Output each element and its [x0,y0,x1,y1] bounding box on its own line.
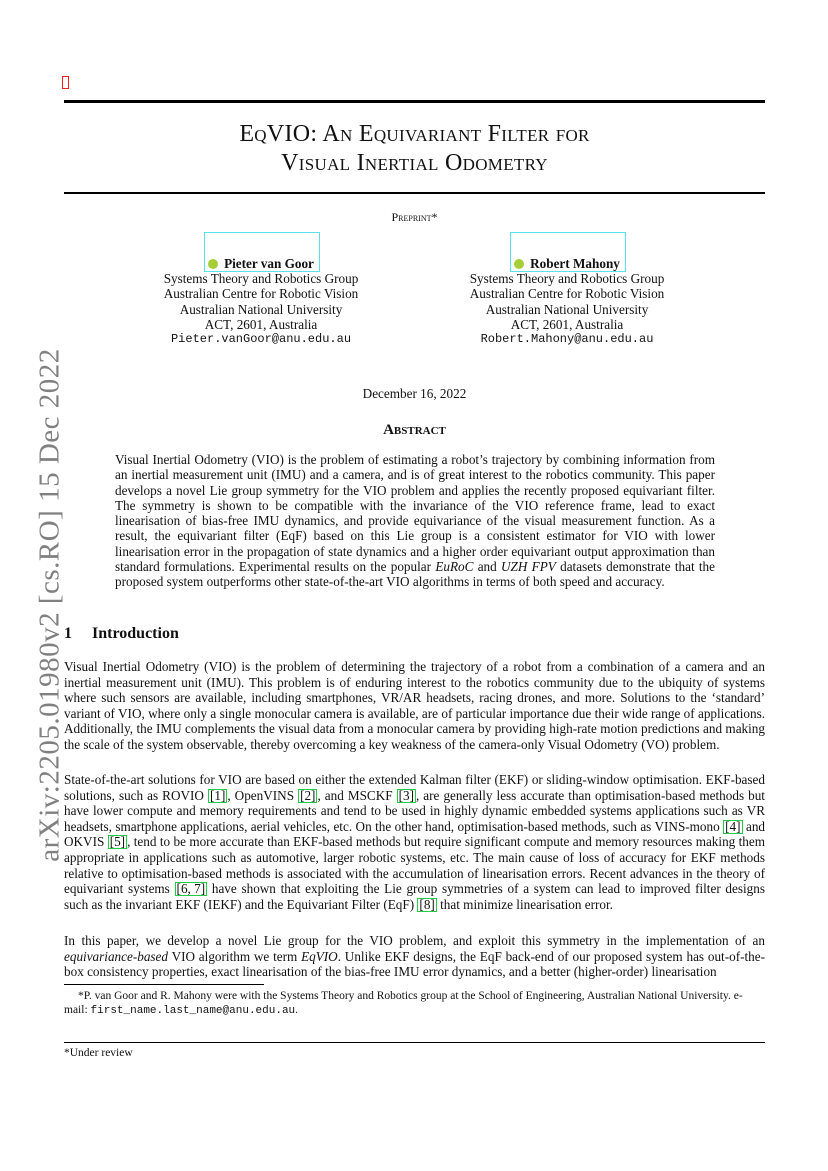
section-title: Introduction [92,625,179,642]
author-affiliation: Australian National University [485,301,649,317]
footnote-text: *P. van Goor and R. Mahony were with the Systems Theory and Robotics group at the School of Engineering, Australian National University. e-mail: [64,990,743,1016]
citation-link[interactable]: [1] [209,787,226,803]
abstract-dataset: EuRoC [435,559,474,575]
author-email[interactable]: Robert.Mahony@anu.edu.au [480,332,654,347]
title-bottom-rule [64,192,765,194]
author-name[interactable]: Robert Mahony [530,256,620,271]
abstract-text: Visual Inertial Odometry (VIO) is the problem of estimating a robot’s trajectory by combining information from an inertial measurement unit (IMU) and a camera, and is of great interest to the robotics community. This paper develops a novel Lie group symmetry for the VIO problem and applies the recently proposed equivariant filter. The symmetry is shown to be compatible with the invariance of the VIO reference frame, lead to exact linearisation of bias-free IMU dynamics, and provide equivariance of the visual measurement function. As a result, the equivariant filter (EqF) based on this Lie group is a consistent estimator for VIO with lower linearisation error in the propagation of state dynamics and a higher order equivariant output approximation than standard formulations. Experimental results on the popular [115,452,715,575]
para-text: , tend to be more accurate than EKF-based methods but require significant compute and memory resources making them appropriate in applications such as automotive, larger robotic systems, etc. The main cause of loss of accuracy for EKF methods relative to optimisation-based methods is associated with the accumulation of linearisation errors. Recent advances in the theory of equivariant systems [64,834,766,897]
author-affiliation: Systems Theory and Robotics Group [469,271,665,287]
author-link-box[interactable] [510,232,626,272]
abstract-heading: Abstract [383,422,446,438]
abstract-body [115,452,715,590]
abstract-dataset: UZH FPV [501,559,556,575]
author-affiliation: Australian Centre for Robotic Vision [469,286,665,302]
footnote-2: *Under review [64,1047,133,1059]
footnote-text: . [295,1004,299,1016]
author-affiliation: Australian Centre for Robotic Vision [163,286,359,302]
para-text: , OpenVINS [227,787,299,803]
citation-link[interactable]: [2] [300,787,316,803]
para-text: that minimize linearisation error. [436,896,613,912]
date: December 16, 2022 [362,386,467,401]
section-number: 1 [64,625,72,642]
link-marker[interactable] [62,76,69,89]
para-text: , and MSCKF [317,787,397,803]
section-heading [64,625,179,643]
author-link-box[interactable] [204,232,320,272]
author-affiliation: Systems Theory and Robotics Group [163,271,359,287]
footnote-rule [64,984,264,985]
citation-link[interactable]: [6, 7] [176,881,206,897]
para-text: and OKVIS [64,818,766,850]
citation-link[interactable]: [8] [419,896,435,912]
footnote-email[interactable]: first_name.last_name@anu.edu.au [90,1005,296,1017]
para-text: VIO algorithm we term [168,948,302,964]
title-line-2: Visual Inertial Odometry [281,150,548,176]
para-text: . Unlike EKF designs, the EqF back-end of our proposed system has out-of-the-box consistency properties, exact linearisation of the bias-free IMU error dynamics, and a better (higher-order) linearisation [64,948,765,980]
para-emphasis: EqVIO [301,948,338,964]
citation-link[interactable]: [3] [398,787,414,803]
paper-title [64,120,765,178]
intro-paragraph-3 [64,933,765,980]
para-text: have shown that exploiting the Lie group symmetries of a system can lead to improved filter designs such as the invariant EKF (IEKF) and the Equivariant Filter (EqF) [64,881,765,912]
para-text: In this paper, we develop a novel Lie group for the VIO problem, and exploit this symmetry in the implementation of an [64,933,765,948]
para-text: State-of-the-art solutions for VIO are based on either the extended Kalman filter (EKF) or sliding-window optimisation. EKF-based solutions, such as ROVIO [64,772,765,803]
author-name[interactable]: Pieter van Goor [224,256,314,271]
footer-rule [64,1042,765,1043]
intro-paragraph-1: Visual Inertial Odometry (VIO) is the problem of determining the trajectory of a robot from a combination of a camera and an inertial measurement unit (IMU). This problem is of enduring interest to the robotics community due to the ubiquity of systems where such sensors are available, including smartphones, VR/AR headsets, racing drones, and more. Solutions to the ‘standard’ variant of VIO, where only a single monocular camera is available, are of particular importance due their wide range of applications. Additionally, the IMU complements the visual data from a monocular camera by providing high-rate motion predictions and making the scale of the system observable, thereby overcoming a key weakness of the camera-only Visual Odometry (VO) problem. [64,659,765,752]
author-email[interactable]: Pieter.vanGoor@anu.edu.au [170,332,352,347]
author-affiliation: ACT, 2601, Australia [204,316,318,332]
citation-link[interactable]: [5] [109,834,126,850]
footnote-1 [64,989,765,1018]
abstract-text: and [473,559,502,575]
citation-link[interactable]: [4] [725,818,741,834]
para-emphasis: equivariance-based [64,948,168,964]
title-top-rule [64,100,765,103]
abstract-text: datasets demonstrate that the proposed system outperforms other state-of-the-art VIO algorithms in terms of both speed and accuracy. [115,559,716,590]
preprint-label: Preprint* [391,210,438,224]
intro-paragraph-2 [64,772,765,912]
author-affiliation: Australian National University [179,301,343,317]
title-line-1: EqVIO: An Equivariant Filter for [239,121,590,147]
arxiv-stamp: arXiv:2205.01980v2 [cs.RO] 15 Dec 2022 [33,348,66,862]
author-affiliation: ACT, 2601, Australia [510,316,624,332]
para-text: , are generally less accurate than optimisation-based methods but have lower compute and memory requirements and tend to be used in highly dynamic embedded systems applications such as VR headsets, smartphone applications, aerial vehicles, etc. On the other hand, optimisation-based methods, such as VINS-mono [64,787,765,834]
